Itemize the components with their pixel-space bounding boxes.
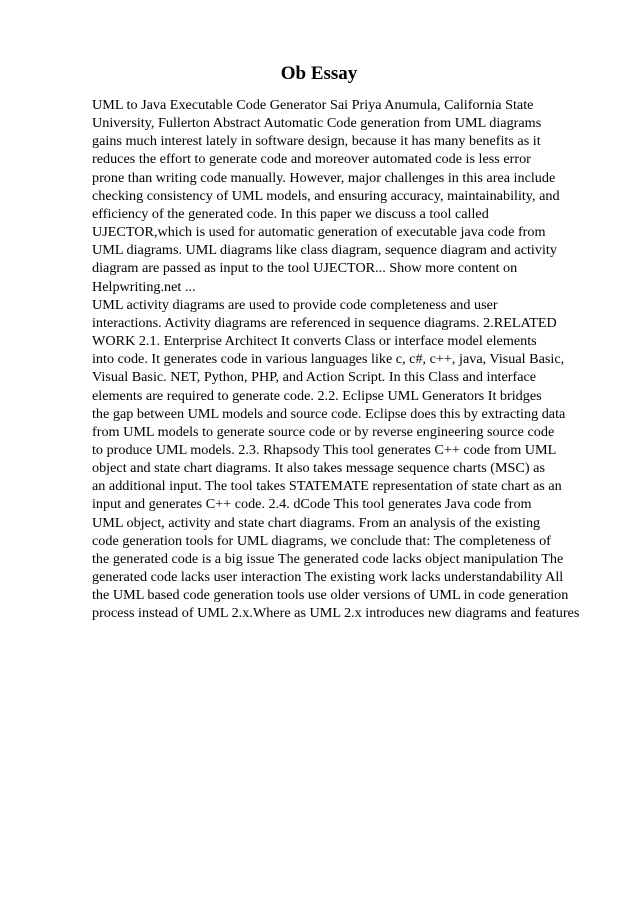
document-body [92, 96, 638, 623]
body-line: to produce UML models. 2.3. Rhapsody This tool generates C++ code from UML [92, 441, 557, 458]
body-line: code generation tools for UML diagrams, we conclude that: The completeness of [92, 532, 551, 549]
body-line: object and state chart diagrams. It also takes message sequence charts (MSC) as [92, 460, 545, 477]
body-line: Helpwriting.net ... [92, 278, 196, 295]
body-line: an additional input. The tool takes STATEMATE representation of state chart as an [92, 478, 562, 495]
body-line: Visual Basic. NET, Python, PHP, and Action Script. In this Class and interface [92, 369, 537, 386]
body-line: UML to Java Executable Code Generator Sai Priya Anumula, California State [92, 97, 534, 113]
body-line: elements are required to generate code. 2.2. Eclipse UML Generators It bridges [92, 387, 542, 404]
body-line: process instead of UML 2.x.Where as UML 2.x introduces new diagrams and features [92, 605, 580, 622]
body-line: the generated code is a big issue The generated code lacks object manipulation The [92, 550, 564, 567]
body-line: reduces the effort to generate code and moreover automated code is less error [92, 151, 531, 168]
document-title: Ob Essay [280, 63, 358, 84]
body-line: UML activity diagrams are used to provide code completeness and user [92, 296, 498, 313]
body-line: gains much interest lately in software design, because it has many benefits as it [92, 133, 541, 150]
body-line: efficiency of the generated code. In this paper we discuss a tool called [92, 205, 489, 222]
body-line: UML diagrams. UML diagrams like class diagram, sequence diagram and activity [92, 242, 557, 259]
body-line: University, Fullerton Abstract Automatic Code generation from UML diagrams [92, 115, 542, 132]
body-line: UML object, activity and state chart diagrams. From an analysis of the existing [92, 514, 541, 531]
body-line: interactions. Activity diagrams are referenced in sequence diagrams. 2.RELATED [92, 314, 557, 331]
body-line: input and generates C++ code. 2.4. dCode This tool generates Java code from [92, 496, 532, 513]
body-line: the UML based code generation tools use older versions of UML in code generation [92, 587, 569, 604]
body-line: diagram are passed as input to the tool UJECTOR... Show more content on [92, 260, 518, 277]
body-line: UJECTOR,which is used for automatic generation of executable java code from [92, 224, 546, 241]
body-line: checking consistency of UML models, and ensuring accuracy, maintainability, and [92, 187, 560, 204]
body-line: into code. It generates code in various languages like c, c#, c++, java, Visual Basic, [92, 351, 565, 368]
body-line: the gap between UML models and source code. Eclipse does this by extracting data [92, 405, 566, 422]
body-line: WORK 2.1. Enterprise Architect It converts Class or interface model elements [92, 333, 537, 350]
body-line: prone than writing code manually. However, major challenges in this area include [92, 169, 556, 186]
body-line: generated code lacks user interaction The existing work lacks understandability All [92, 569, 564, 586]
body-line: from UML models to generate source code or by reverse engineering source code [92, 423, 555, 440]
